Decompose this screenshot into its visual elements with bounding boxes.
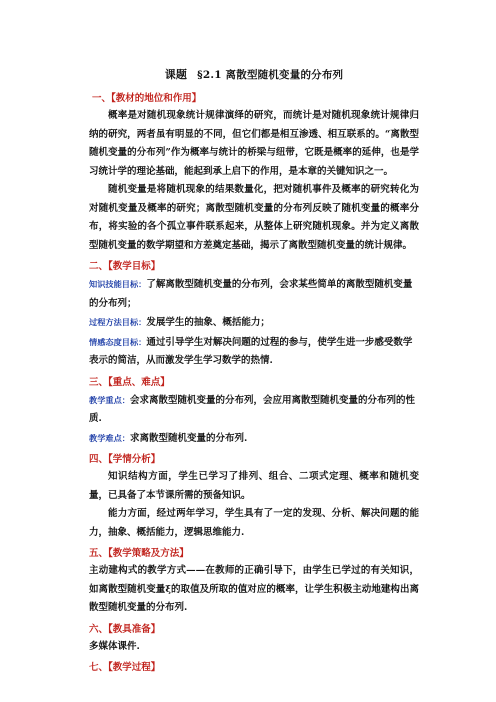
paragraph: 知识结构方面，学生已学习了排列、组合、二项式定理、概率和随机变量，已具备了本节课所需的预备知识。 xyxy=(89,471,419,501)
paragraph: 随机变量是将随机现象的结果数量化，把对随机事件及概率的研究转化为对随机变量及概率的研究；离散型随机变量的分布列反映了随机变量的概率分布，将实验的各个孤立事件联系起来，从整体上研究随机现象。并为定义离散型随机变量的数学期望和方差奠定基础，揭示了离散型随机变量的统计规律。 xyxy=(89,184,419,251)
labeled-item xyxy=(89,429,419,449)
item-text: 求离散型随机变量的分布列. xyxy=(129,432,248,444)
labeled-item xyxy=(89,391,419,429)
page-title xyxy=(89,66,419,82)
section-heading-4: 四、【学情分析】 xyxy=(89,454,161,465)
title-prefix: 课题 xyxy=(164,68,188,81)
section-heading-2: 二、【教学目标】 xyxy=(89,261,161,272)
section-heading-1: 一、【教材的地位和作用】 xyxy=(92,93,202,104)
section-heading-7: 七、【教学过程】 xyxy=(89,662,161,673)
title-text: §2.1 离散型随机变量的分布列 xyxy=(197,69,344,81)
item-text: 会求离散型随机变量的分布列，会应用离散型随机变量的分布列的性质. xyxy=(89,394,415,424)
labeled-item xyxy=(89,313,419,333)
item-text: 通过引导学生对解决问题的过程的参与，使学生进一步感受数学表示的简洁，从而激发学生学习数学的热情. xyxy=(89,336,413,366)
item-label: 教学重点： xyxy=(89,394,130,405)
paragraph: 能力方面，经过两年学习，学生具有了一定的发现、分析、解决问题的能力，抽象、概括能力，逻辑思维能力. xyxy=(89,508,419,538)
paragraph: 概率是对随机现象统计规律演绎的研究，而统计是对随机现象统计规律归纳的研究，两者虽有明显的不同，但它们都是相互渗透、相互联系的。“离散型随机变量的分布列”作为概率与统计的桥梁与纽带，它既是概率的延伸，也是学习统计学的理论基础，能起到承上启下的作用，是本章的关键知识之一。 xyxy=(89,110,419,177)
item-label: 情感态度目标： xyxy=(89,336,147,347)
section-heading-3: 三、【重点、难点】 xyxy=(89,376,170,388)
paragraph: 多媒体课件. xyxy=(89,640,140,652)
labeled-item xyxy=(89,275,419,313)
section-heading-5: 五、【教学策略及方法】 xyxy=(89,548,189,559)
item-label: 教学难点： xyxy=(89,432,130,443)
item-label: 知识技能目标： xyxy=(89,279,147,289)
lesson-plan xyxy=(89,66,419,676)
paragraph: 主动建构式的教学方式——在教师的正确引导下，由学生已学过的有关知识，如离散型随机变量ξ的取值及所取的值对应的概率，让学生积极主动地建构出离散型随机变量的分布列. xyxy=(89,565,419,613)
section-heading-6: 六、【教具准备】 xyxy=(89,623,161,635)
item-text: 了解离散型随机变量的分布列，会求某些简单的离散型随机变量的分布列； xyxy=(89,279,413,309)
labeled-item xyxy=(89,333,419,371)
item-text: 发展学生的抽象、概括能力； xyxy=(146,317,270,328)
item-label: 过程方法目标： xyxy=(89,317,147,327)
